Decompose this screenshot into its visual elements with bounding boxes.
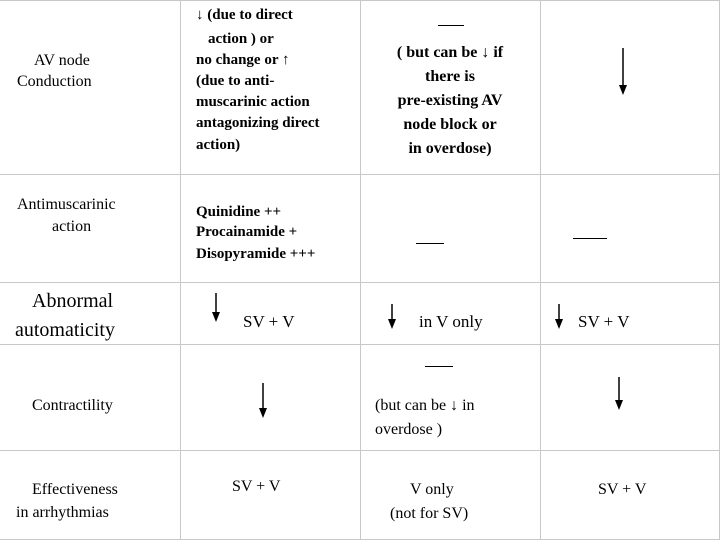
cell-text-line: ↓ (due to direct — [196, 7, 293, 23]
row-label-line: Conduction — [17, 73, 92, 90]
down-arrow-icon — [257, 383, 269, 419]
cell-text-line: (but can be ↓ in — [375, 397, 475, 414]
row-label-line: AV node — [34, 52, 90, 69]
cell-text-line: there is — [425, 68, 475, 85]
dash-no-change-icon — [438, 25, 464, 26]
cell-text-line: overdose ) — [375, 421, 443, 438]
down-arrow-icon — [617, 48, 629, 96]
cell-text-line: antagonizing direct — [196, 115, 320, 131]
column-divider — [180, 0, 181, 540]
row-divider — [0, 174, 720, 175]
cell-text-line: Procainamide + — [196, 224, 298, 240]
row-label-line: automaticity — [15, 319, 115, 341]
cell-text-line: (not for SV) — [390, 505, 469, 522]
row-label: Contractility — [32, 397, 113, 414]
row-label-line: in arrhythmias — [16, 504, 109, 521]
cell-text-line: (due to anti- — [196, 73, 275, 89]
cell-text-line: V only — [410, 481, 454, 498]
cell-text: SV + V — [578, 312, 630, 331]
row-divider — [0, 0, 720, 1]
cell-text-line: muscarinic action — [196, 94, 310, 110]
cell-text-line: action ) or — [208, 31, 274, 47]
row-label-line: Antimuscarinic — [17, 196, 116, 213]
cell-text-line: no change or ↑ — [196, 52, 290, 68]
down-arrow-icon — [613, 377, 625, 411]
row-label-line: action — [52, 218, 92, 235]
dash-no-change-icon — [416, 243, 444, 244]
down-arrow-icon — [386, 304, 398, 330]
cell-text: SV + V — [598, 481, 647, 498]
row-label-line: Abnormal — [32, 290, 114, 312]
column-divider — [540, 0, 541, 540]
down-arrow-icon — [553, 304, 565, 330]
cell-text: SV + V — [232, 478, 281, 495]
cell-text-line: action) — [196, 137, 241, 153]
cell-text: in V only — [419, 312, 483, 331]
row-divider — [0, 344, 720, 345]
down-arrow-icon — [210, 293, 222, 323]
cell-text: SV + V — [243, 312, 295, 331]
cell-text-line: Disopyramide +++ — [196, 246, 316, 262]
row-divider — [0, 450, 720, 451]
dash-no-change-icon — [573, 238, 607, 239]
cell-text-line: node block or — [403, 116, 497, 133]
column-divider — [360, 0, 361, 540]
cell-text-line: ( but can be ↓ if — [396, 44, 504, 61]
row-label-line: Effectiveness — [32, 481, 118, 498]
cell-text-line: Quinidine ++ — [196, 204, 282, 220]
dash-no-change-icon — [425, 366, 453, 367]
cell-text-line: in overdose) — [408, 140, 492, 157]
cell-text-line: pre-existing AV — [397, 92, 503, 109]
row-divider — [0, 282, 720, 283]
